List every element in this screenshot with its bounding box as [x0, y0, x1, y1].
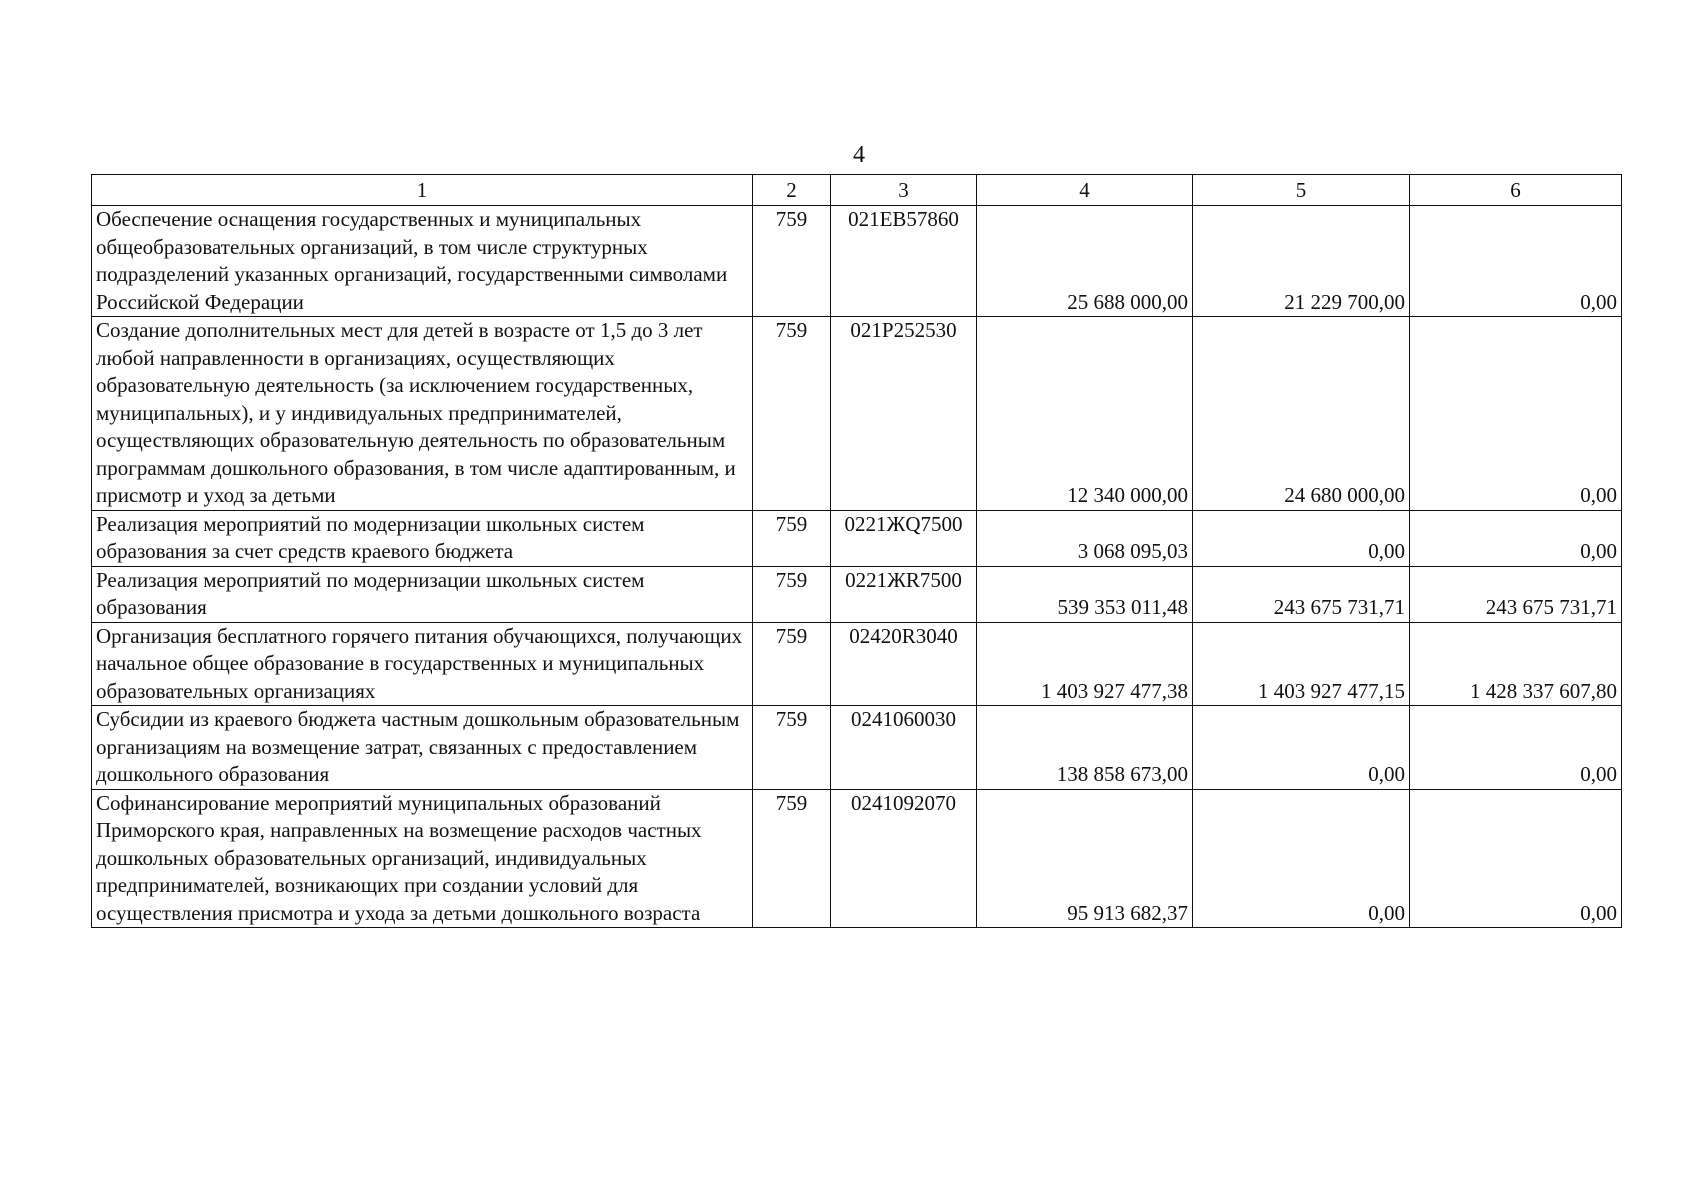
target-article-code: 02420R3040 — [831, 622, 977, 706]
column-number: 2 — [753, 175, 831, 206]
grbs-code: 759 — [753, 206, 831, 317]
target-article-code: 021P252530 — [831, 317, 977, 511]
amount-year-3: 243 675 731,71 — [1410, 566, 1622, 622]
grbs-code: 759 — [753, 510, 831, 566]
amount-year-2: 1 403 927 477,15 — [1193, 622, 1410, 706]
table-row — [92, 706, 1622, 790]
amount-year-2: 243 675 731,71 — [1193, 566, 1410, 622]
table-row — [92, 317, 1622, 511]
target-article-code: 0241092070 — [831, 789, 977, 928]
column-number: 1 — [92, 175, 753, 206]
amount-year-3: 0,00 — [1410, 706, 1622, 790]
expense-name: Субсидии из краевого бюджета частным дошкольным образовательным организациям на возмещение затрат, связанных с предоставлением дошкольного образования — [92, 706, 753, 790]
expense-name: Софинансирование мероприятий муниципальных образований Приморского края, направленных на возмещение расходов частных дошкольных образовательных организаций, индивидуальных предпринимателей, возникающих при создании условий для осуществления присмотра и ухода за детьми дошкольного возраста — [92, 789, 753, 928]
column-number: 6 — [1410, 175, 1622, 206]
target-article-code: 0241060030 — [831, 706, 977, 790]
amount-year-2: 24 680 000,00 — [1193, 317, 1410, 511]
table-row — [92, 789, 1622, 928]
grbs-code: 759 — [753, 706, 831, 790]
column-number: 4 — [977, 175, 1193, 206]
amount-year-1: 1 403 927 477,38 — [977, 622, 1193, 706]
table-row — [92, 566, 1622, 622]
amount-year-1: 539 353 011,48 — [977, 566, 1193, 622]
target-article-code: 0221ЖR7500 — [831, 566, 977, 622]
amount-year-1: 95 913 682,37 — [977, 789, 1193, 928]
grbs-code: 759 — [753, 622, 831, 706]
column-number: 5 — [1193, 175, 1410, 206]
grbs-code: 759 — [753, 566, 831, 622]
amount-year-2: 0,00 — [1193, 510, 1410, 566]
amount-year-2: 21 229 700,00 — [1193, 206, 1410, 317]
grbs-code: 759 — [753, 317, 831, 511]
amount-year-2: 0,00 — [1193, 789, 1410, 928]
expense-name: Создание дополнительных мест для детей в возрасте от 1,5 до 3 лет любой направленности в организациях, осуществляющих образовательную деятельность (за исключением государственных, муниципальных), и у индивидуальных предпринимателей, осуществляющих образовательную деятельность по образовательным программам дошкольного образования, в том числе адаптированным, и присмотр и уход за детьми — [92, 317, 753, 511]
amount-year-1: 3 068 095,03 — [977, 510, 1193, 566]
table-row — [92, 622, 1622, 706]
target-article-code: 021EB57860 — [831, 206, 977, 317]
amount-year-3: 1 428 337 607,80 — [1410, 622, 1622, 706]
amount-year-1: 12 340 000,00 — [977, 317, 1193, 511]
expense-name: Обеспечение оснащения государственных и муниципальных общеобразовательных организаций, в том числе структурных подразделений указанных организаций, государственными символами Российской Федерации — [92, 206, 753, 317]
amount-year-2: 0,00 — [1193, 706, 1410, 790]
expense-name: Реализация мероприятий по модернизации школьных систем образования — [92, 566, 753, 622]
table-row — [92, 510, 1622, 566]
amount-year-3: 0,00 — [1410, 206, 1622, 317]
expense-name: Реализация мероприятий по модернизации школьных систем образования за счет средств краевого бюджета — [92, 510, 753, 566]
amount-year-1: 138 858 673,00 — [977, 706, 1193, 790]
amount-year-1: 25 688 000,00 — [977, 206, 1193, 317]
page-number: 4 — [853, 142, 865, 168]
column-number: 3 — [831, 175, 977, 206]
target-article-code: 0221ЖQ7500 — [831, 510, 977, 566]
table-row — [92, 206, 1622, 317]
column-number-row — [92, 175, 1622, 206]
budget-table — [91, 174, 1622, 928]
amount-year-3: 0,00 — [1410, 789, 1622, 928]
grbs-code: 759 — [753, 789, 831, 928]
amount-year-3: 0,00 — [1410, 510, 1622, 566]
expense-name: Организация бесплатного горячего питания обучающихся, получающих начальное общее образование в государственных и муниципальных образовательных организациях — [92, 622, 753, 706]
amount-year-3: 0,00 — [1410, 317, 1622, 511]
